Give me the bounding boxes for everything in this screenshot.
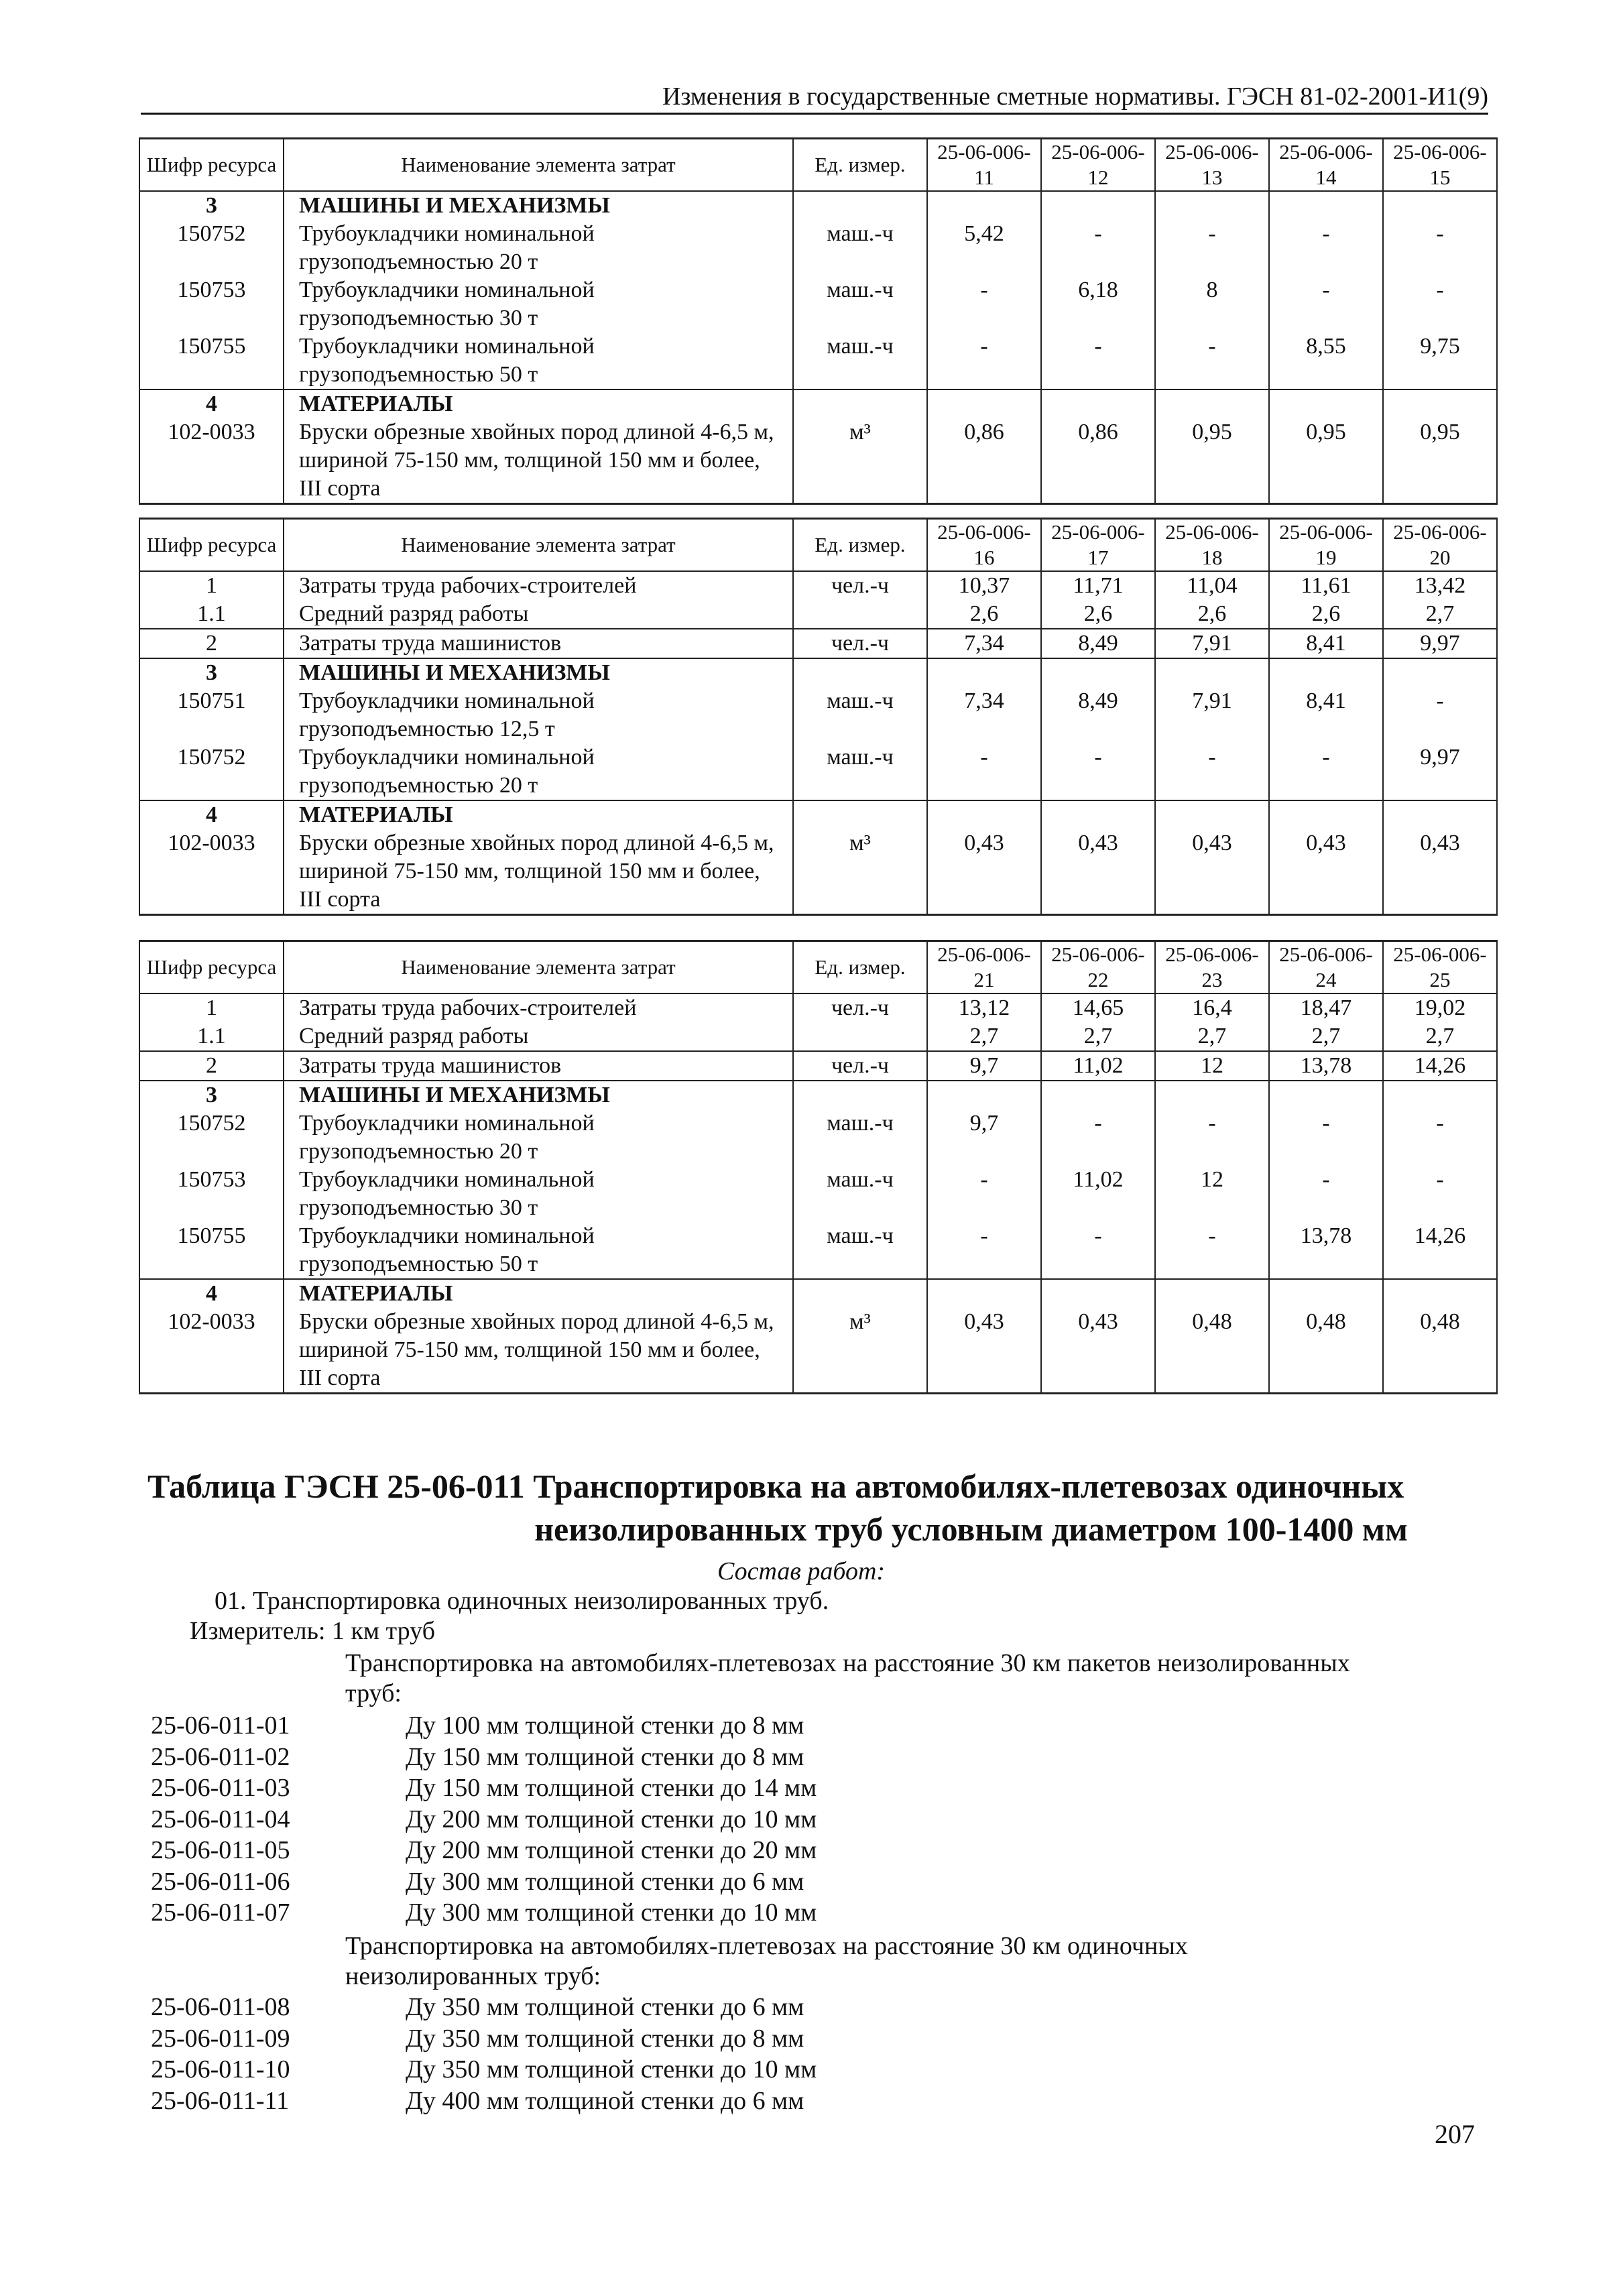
row-unit — [793, 600, 927, 629]
row-unit — [793, 1279, 927, 1308]
table-row — [139, 1081, 1497, 1109]
row-name: МАТЕРИАЛЫ — [284, 800, 793, 829]
row-value: 7,34 — [927, 629, 1041, 658]
header-norm-code: 25-06-006-24 — [1269, 941, 1383, 994]
header-norm-code: 25-06-006-17 — [1041, 519, 1155, 572]
row-value: 0,43 — [1269, 829, 1383, 915]
row-value: 0,86 — [927, 418, 1041, 504]
norm-description: Ду 350 мм толщиной стенки до 8 мм — [406, 2024, 804, 2053]
table-row — [139, 1051, 1497, 1081]
norm-description: Ду 300 мм толщиной стенки до 10 мм — [406, 1898, 817, 1927]
table-row — [139, 1279, 1497, 1308]
header-norm-code: 25-06-006-22 — [1041, 941, 1155, 994]
row-value — [1155, 800, 1269, 829]
row-value: 0,43 — [1155, 829, 1269, 915]
row-value — [1041, 800, 1155, 829]
row-name: Трубоукладчики номинальной грузоподъемностью 20 т — [284, 743, 793, 800]
row-value: - — [1383, 1109, 1497, 1166]
row-code: 3 — [139, 658, 284, 687]
row-code: 102-0033 — [139, 418, 284, 504]
header-unit: Ед. измер. — [793, 139, 927, 192]
row-unit — [793, 1022, 927, 1051]
row-value — [1269, 1081, 1383, 1109]
row-value: 0,43 — [1041, 1308, 1155, 1394]
row-value: 14,65 — [1041, 993, 1155, 1022]
norm-description: Ду 150 мм толщиной стенки до 8 мм — [406, 1742, 804, 1771]
row-value: - — [1155, 220, 1269, 276]
row-name: Трубоукладчики номинальной грузоподъемностью 20 т — [284, 220, 793, 276]
row-name: Затраты труда рабочих-строителей — [284, 571, 793, 600]
header-name: Наименование элемента затрат — [284, 139, 793, 192]
row-unit: м³ — [793, 1308, 927, 1394]
table-row — [139, 829, 1497, 915]
row-code: 150755 — [139, 333, 284, 389]
row-value: - — [1383, 276, 1497, 333]
table-header-row — [139, 139, 1497, 192]
row-unit — [793, 191, 927, 220]
row-value: - — [927, 333, 1041, 389]
norm-description: Ду 200 мм толщиной стенки до 10 мм — [406, 1805, 817, 1833]
norm-description: Ду 300 мм толщиной стенки до 6 мм — [406, 1867, 804, 1896]
row-value — [1155, 389, 1269, 418]
row-value: 9,7 — [927, 1051, 1041, 1081]
table-row — [139, 571, 1497, 600]
row-code: 150755 — [139, 1222, 284, 1279]
header-norm-code: 25-06-006-23 — [1155, 941, 1269, 994]
row-value — [927, 800, 1041, 829]
row-code: 2 — [139, 1051, 284, 1081]
row-name: Бруски обрезные хвойных пород длиной 4-6,5 м, шириной 75-150 мм, толщиной 150 мм и более, III сорта — [284, 829, 793, 915]
row-name: МАТЕРИАЛЫ — [284, 389, 793, 418]
row-value: 11,02 — [1041, 1051, 1155, 1081]
header-norm-code: 25-06-006-21 — [927, 941, 1041, 994]
row-value: 9,75 — [1383, 333, 1497, 389]
row-unit — [793, 800, 927, 829]
table-row — [139, 418, 1497, 504]
row-value: 13,12 — [927, 993, 1041, 1022]
row-value: 0,48 — [1269, 1308, 1383, 1394]
row-unit: чел.-ч — [793, 571, 927, 600]
row-unit — [793, 389, 927, 418]
row-value: - — [1155, 1222, 1269, 1279]
row-value — [1041, 1081, 1155, 1109]
header-norm-code: 25-06-006-15 — [1383, 139, 1497, 192]
row-name: Средний разряд работы — [284, 600, 793, 629]
header-norm-code: 25-06-006-20 — [1383, 519, 1497, 572]
row-value: 11,02 — [1041, 1166, 1155, 1222]
row-value: - — [1269, 1166, 1383, 1222]
page-number: 207 — [1435, 2119, 1475, 2149]
row-value: - — [1041, 220, 1155, 276]
row-value: 10,37 — [927, 571, 1041, 600]
row-value: - — [1041, 333, 1155, 389]
group1-intro-line-1: Транспортировка на автомобилях-плетевозах на расстояние 30 км пакетов неизолированных — [345, 1649, 1350, 1677]
row-value: 2,7 — [1041, 1022, 1155, 1051]
row-value — [1155, 1279, 1269, 1308]
row-value: 0,48 — [1383, 1308, 1497, 1394]
table-row — [139, 687, 1497, 743]
table-row — [139, 600, 1497, 629]
row-value: 2,6 — [927, 600, 1041, 629]
row-value — [927, 389, 1041, 418]
table-row — [139, 220, 1497, 276]
norm-code: 25-06-011-06 — [151, 1867, 290, 1896]
row-value: 8,49 — [1041, 629, 1155, 658]
row-value — [927, 1279, 1041, 1308]
header-norm-code: 25-06-006-14 — [1269, 139, 1383, 192]
row-value: - — [1041, 1109, 1155, 1166]
row-value: 2,7 — [1269, 1022, 1383, 1051]
row-value: - — [927, 743, 1041, 800]
table-header-row — [139, 941, 1497, 994]
table-row — [139, 1166, 1497, 1222]
table-header-row — [139, 519, 1497, 572]
row-value: - — [1041, 1222, 1155, 1279]
row-value: 13,78 — [1269, 1222, 1383, 1279]
row-unit: м³ — [793, 829, 927, 915]
row-value — [1041, 1279, 1155, 1308]
row-value: 13,42 — [1383, 571, 1497, 600]
norm-description: Ду 200 мм толщиной стенки до 20 мм — [406, 1836, 817, 1864]
row-value — [1155, 1081, 1269, 1109]
row-value: 13,78 — [1269, 1051, 1383, 1081]
header-code: Шифр ресурса — [139, 519, 284, 572]
row-value: 2,7 — [1155, 1022, 1269, 1051]
table-row — [139, 993, 1497, 1022]
row-value: 11,61 — [1269, 571, 1383, 600]
row-value: 9,7 — [927, 1109, 1041, 1166]
table-row — [139, 389, 1497, 418]
row-value — [1269, 800, 1383, 829]
row-value: - — [927, 1222, 1041, 1279]
row-unit — [793, 1081, 927, 1109]
row-value: - — [1155, 743, 1269, 800]
row-value: 0,86 — [1041, 418, 1155, 504]
row-value: - — [927, 276, 1041, 333]
work-composition-label: Состав работ: — [717, 1557, 886, 1585]
row-code: 3 — [139, 191, 284, 220]
row-unit: маш.-ч — [793, 1109, 927, 1166]
norm-description: Ду 350 мм толщиной стенки до 6 мм — [406, 1993, 804, 2021]
row-value: - — [1269, 220, 1383, 276]
row-value: 0,95 — [1383, 418, 1497, 504]
row-value: 8,55 — [1269, 333, 1383, 389]
row-value: 9,97 — [1383, 629, 1497, 658]
row-value — [1269, 389, 1383, 418]
row-code: 150752 — [139, 743, 284, 800]
row-value: 12 — [1155, 1166, 1269, 1222]
row-name: Затраты труда машинистов — [284, 1051, 793, 1081]
row-value: 11,71 — [1041, 571, 1155, 600]
row-code: 102-0033 — [139, 1308, 284, 1394]
row-value: 8,49 — [1041, 687, 1155, 743]
row-value — [1041, 191, 1155, 220]
row-unit: чел.-ч — [793, 629, 927, 658]
table-row — [139, 1022, 1497, 1051]
row-code: 102-0033 — [139, 829, 284, 915]
measure-unit: Измеритель: 1 км труб — [190, 1617, 435, 1645]
row-name: Бруски обрезные хвойных пород длиной 4-6,5 м, шириной 75-150 мм, толщиной 150 мм и более, III сорта — [284, 1308, 793, 1394]
header-norm-code: 25-06-006-11 — [927, 139, 1041, 192]
row-value: 8,41 — [1269, 629, 1383, 658]
norm-code: 25-06-011-11 — [151, 2086, 290, 2115]
norm-code: 25-06-011-01 — [151, 1711, 290, 1740]
table-row — [139, 1109, 1497, 1166]
norm-code: 25-06-011-10 — [151, 2055, 290, 2083]
title-line-2: неизолированных труб условным диаметром 100-1400 мм — [534, 1510, 1408, 1548]
row-name: Средний разряд работы — [284, 1022, 793, 1051]
table-row — [139, 800, 1497, 829]
row-value: 2,7 — [1383, 600, 1497, 629]
row-value: 11,04 — [1155, 571, 1269, 600]
row-value: 16,4 — [1155, 993, 1269, 1022]
table-row — [139, 658, 1497, 687]
resource-table-1 — [139, 137, 1498, 505]
header-name: Наименование элемента затрат — [284, 519, 793, 572]
row-unit: маш.-ч — [793, 743, 927, 800]
table-row — [139, 743, 1497, 800]
row-unit: м³ — [793, 418, 927, 504]
row-value — [927, 191, 1041, 220]
group2-intro-line-1: Транспортировка на автомобилях-плетевозах на расстояние 30 км одиночных — [345, 1932, 1188, 1960]
row-code: 1.1 — [139, 1022, 284, 1051]
row-value: 0,43 — [927, 829, 1041, 915]
row-name: Затраты труда рабочих-строителей — [284, 993, 793, 1022]
table-row — [139, 276, 1497, 333]
row-value: - — [1269, 1109, 1383, 1166]
norm-code: 25-06-011-02 — [151, 1742, 290, 1771]
norm-code: 25-06-011-04 — [151, 1805, 290, 1833]
norm-code: 25-06-011-08 — [151, 1993, 290, 2021]
row-value: - — [1041, 743, 1155, 800]
title-line-1: Таблица ГЭСН 25-06-011 Транспортировка на автомобилях-плетевозах одиночных — [147, 1467, 1404, 1505]
row-unit: маш.-ч — [793, 1222, 927, 1279]
row-code: 4 — [139, 1279, 284, 1308]
row-value: - — [1383, 1166, 1497, 1222]
row-value — [1269, 191, 1383, 220]
row-code: 150753 — [139, 1166, 284, 1222]
norm-code: 25-06-011-03 — [151, 1774, 290, 1802]
row-value: 0,43 — [1041, 829, 1155, 915]
row-value: 18,47 — [1269, 993, 1383, 1022]
row-name: Трубоукладчики номинальной грузоподъемностью 30 т — [284, 276, 793, 333]
row-name: Бруски обрезные хвойных пород длиной 4-6,5 м, шириной 75-150 мм, толщиной 150 мм и более, III сорта — [284, 418, 793, 504]
norm-description: Ду 100 мм толщиной стенки до 8 мм — [406, 1711, 804, 1740]
running-header — [141, 79, 1488, 115]
norm-code: 25-06-011-07 — [151, 1898, 290, 1927]
row-value: - — [1269, 743, 1383, 800]
row-value: 8 — [1155, 276, 1269, 333]
header-norm-code: 25-06-006-25 — [1383, 941, 1497, 994]
header-norm-code: 25-06-006-13 — [1155, 139, 1269, 192]
row-value — [1383, 800, 1497, 829]
row-code: 4 — [139, 800, 284, 829]
row-code: 2 — [139, 629, 284, 658]
row-unit: маш.-ч — [793, 1166, 927, 1222]
row-code: 4 — [139, 389, 284, 418]
row-value: 7,34 — [927, 687, 1041, 743]
row-code: 1.1 — [139, 600, 284, 629]
row-code: 150752 — [139, 1109, 284, 1166]
row-value: - — [927, 1166, 1041, 1222]
row-value: 0,48 — [1155, 1308, 1269, 1394]
row-value: - — [1269, 276, 1383, 333]
row-value — [1269, 1279, 1383, 1308]
row-value: 2,7 — [927, 1022, 1041, 1051]
row-code: 150752 — [139, 220, 284, 276]
row-value: 0,43 — [1383, 829, 1497, 915]
row-value: 14,26 — [1383, 1222, 1497, 1279]
row-name: Трубоукладчики номинальной грузоподъемностью 30 т — [284, 1166, 793, 1222]
row-value — [1155, 191, 1269, 220]
row-code: 1 — [139, 571, 284, 600]
header-text: Изменения в государственные сметные нормативы. ГЭСН 81-02-2001-И1(9) — [662, 82, 1488, 111]
row-value — [1383, 658, 1497, 687]
table-row — [139, 1222, 1497, 1279]
row-value: 0,43 — [927, 1308, 1041, 1394]
row-value: 6,18 — [1041, 276, 1155, 333]
row-value: - — [1383, 220, 1497, 276]
row-value — [1383, 1081, 1497, 1109]
row-unit: маш.-ч — [793, 333, 927, 389]
norm-code: 25-06-011-09 — [151, 2024, 290, 2053]
row-value — [1041, 389, 1155, 418]
row-value: 2,6 — [1155, 600, 1269, 629]
row-name: Затраты труда машинистов — [284, 629, 793, 658]
row-value — [1041, 658, 1155, 687]
header-code: Шифр ресурса — [139, 941, 284, 994]
header-norm-code: 25-06-006-19 — [1269, 519, 1383, 572]
row-value — [927, 1081, 1041, 1109]
row-value: 8,41 — [1269, 687, 1383, 743]
row-value: 5,42 — [927, 220, 1041, 276]
row-unit: маш.-ч — [793, 687, 927, 743]
row-unit: маш.-ч — [793, 276, 927, 333]
row-name: МАШИНЫ И МЕХАНИЗМЫ — [284, 1081, 793, 1109]
row-value — [927, 658, 1041, 687]
header-code: Шифр ресурса — [139, 139, 284, 192]
row-value — [1383, 191, 1497, 220]
row-unit: маш.-ч — [793, 220, 927, 276]
row-value: 2,6 — [1269, 600, 1383, 629]
header-norm-code: 25-06-006-12 — [1041, 139, 1155, 192]
row-code: 3 — [139, 1081, 284, 1109]
row-value: - — [1155, 1109, 1269, 1166]
row-value — [1269, 658, 1383, 687]
table-row — [139, 629, 1497, 658]
row-value: 14,26 — [1383, 1051, 1497, 1081]
norm-description: Ду 400 мм толщиной стенки до 6 мм — [406, 2086, 804, 2115]
row-value — [1383, 389, 1497, 418]
header-norm-code: 25-06-006-16 — [927, 519, 1041, 572]
row-value: - — [1155, 333, 1269, 389]
row-name: МАШИНЫ И МЕХАНИЗМЫ — [284, 191, 793, 220]
row-value: 7,91 — [1155, 629, 1269, 658]
header-unit: Ед. измер. — [793, 519, 927, 572]
resource-table-2 — [139, 518, 1498, 916]
resource-table-3 — [139, 940, 1498, 1394]
row-value: 9,97 — [1383, 743, 1497, 800]
section-title — [147, 1465, 1455, 1551]
table-row — [139, 1308, 1497, 1394]
group1-intro-line-2: труб: — [345, 1679, 402, 1707]
table-row — [139, 333, 1497, 389]
row-value: 2,6 — [1041, 600, 1155, 629]
row-value: 7,91 — [1155, 687, 1269, 743]
row-code: 150751 — [139, 687, 284, 743]
norm-code: 25-06-011-05 — [151, 1836, 290, 1864]
row-value: 12 — [1155, 1051, 1269, 1081]
row-value: 0,95 — [1155, 418, 1269, 504]
header-unit: Ед. измер. — [793, 941, 927, 994]
row-value: 19,02 — [1383, 993, 1497, 1022]
row-name: Трубоукладчики номинальной грузоподъемностью 50 т — [284, 1222, 793, 1279]
work-item: 01. Транспортировка одиночных неизолированных труб. — [215, 1587, 829, 1615]
row-value — [1383, 1279, 1497, 1308]
row-code: 150753 — [139, 276, 284, 333]
header-name: Наименование элемента затрат — [284, 941, 793, 994]
row-unit — [793, 658, 927, 687]
row-name: Трубоукладчики номинальной грузоподъемностью 20 т — [284, 1109, 793, 1166]
row-name: Трубоукладчики номинальной грузоподъемностью 50 т — [284, 333, 793, 389]
row-unit: чел.-ч — [793, 1051, 927, 1081]
row-value: 2,7 — [1383, 1022, 1497, 1051]
row-name: МАШИНЫ И МЕХАНИЗМЫ — [284, 658, 793, 687]
row-unit: чел.-ч — [793, 993, 927, 1022]
row-value: 0,95 — [1269, 418, 1383, 504]
row-name: Трубоукладчики номинальной грузоподъемностью 12,5 т — [284, 687, 793, 743]
header-norm-code: 25-06-006-18 — [1155, 519, 1269, 572]
norm-description: Ду 350 мм толщиной стенки до 10 мм — [406, 2055, 817, 2083]
row-code: 1 — [139, 993, 284, 1022]
row-name: МАТЕРИАЛЫ — [284, 1279, 793, 1308]
row-value — [1155, 658, 1269, 687]
table-row — [139, 191, 1497, 220]
norm-description: Ду 150 мм толщиной стенки до 14 мм — [406, 1774, 817, 1802]
row-value: - — [1383, 687, 1497, 743]
group2-intro-line-2: неизолированных труб: — [345, 1962, 601, 1990]
